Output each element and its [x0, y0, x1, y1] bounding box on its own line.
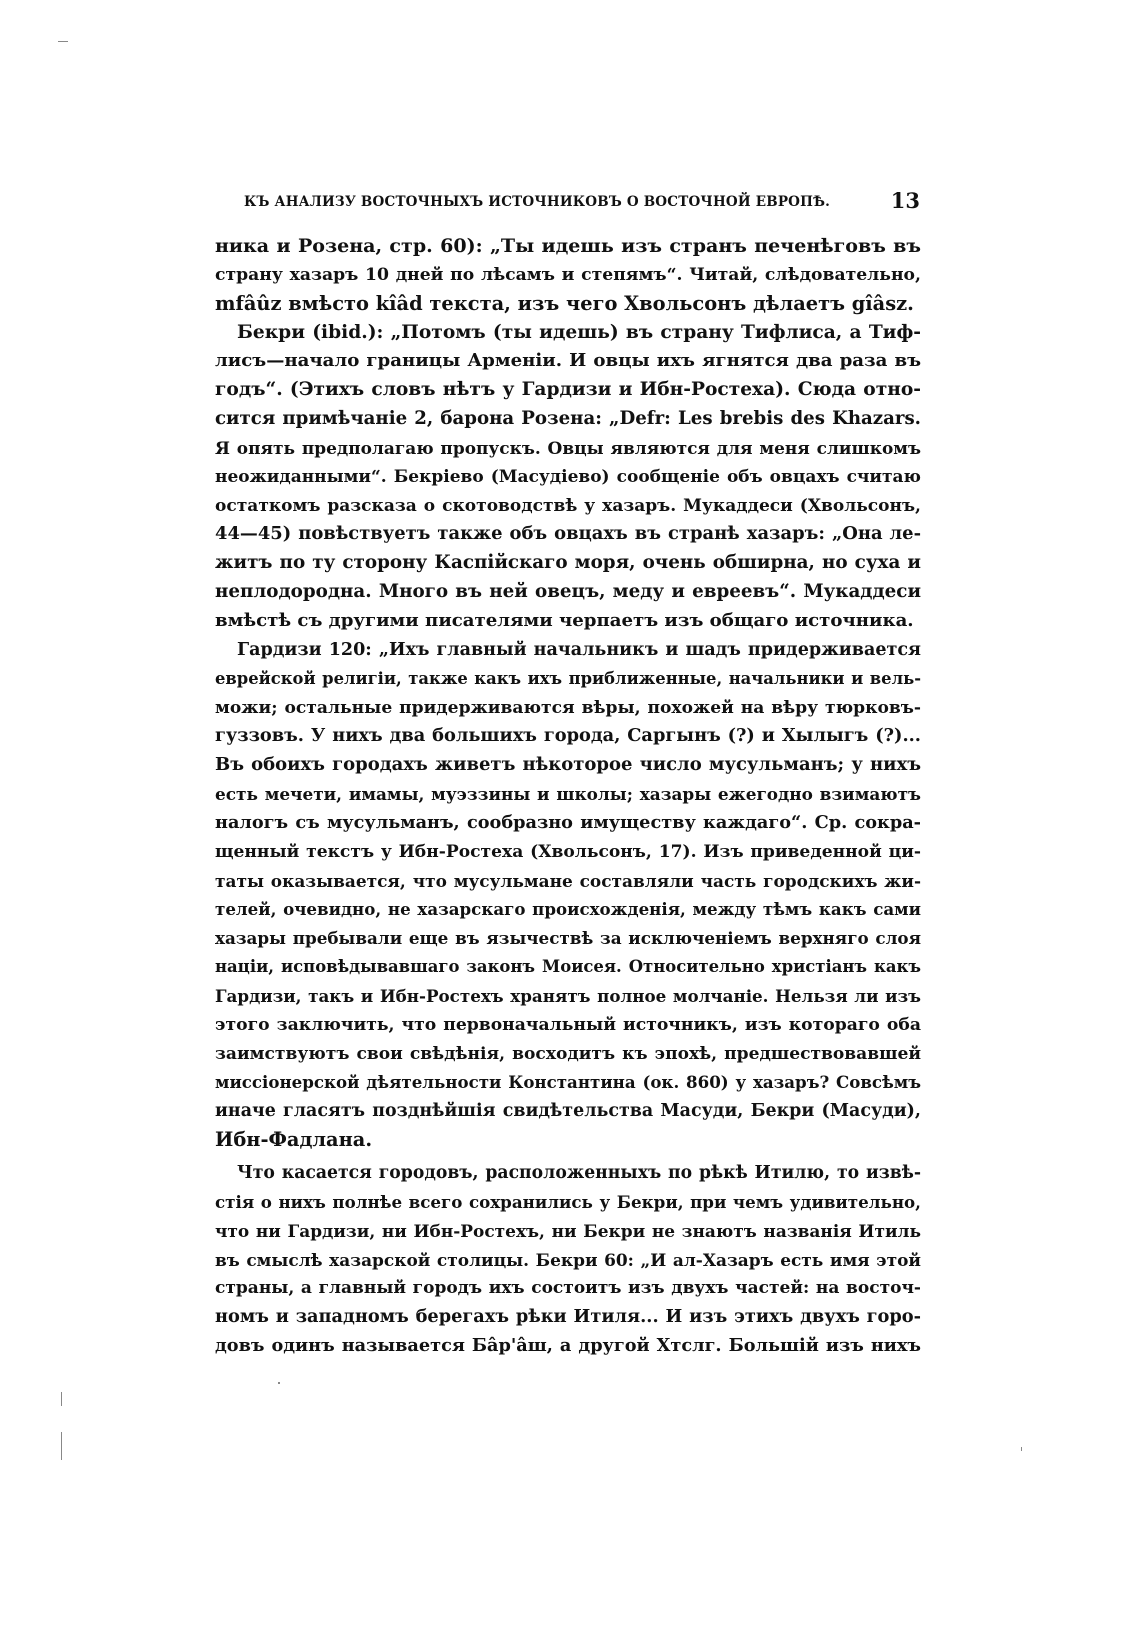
text-line: стія о нихъ полнѣе всего сохранились у Бекри, при чемъ удивительно,	[215, 1191, 921, 1212]
scan-mark-top-left	[58, 41, 68, 42]
body-text	[215, 232, 921, 1361]
running-head: КЪ АНАЛИЗУ ВОСТОЧНЫХЪ ИСТОЧНИКОВЪ О ВОСТОЧНОЙ ЕВРОПѢ.	[244, 194, 831, 210]
text-line: щенный текстъ у Ибн-Ростеха (Хвольсонъ, 17). Изъ приведенной ци-	[215, 841, 921, 862]
text-line: телей, очевидно, не хазарскаго происхожденія, между тѣмъ какъ сами	[215, 899, 921, 920]
text-line: Ибн-Фадлана.	[215, 1128, 373, 1152]
text-line: неплодородна. Много въ ней овецъ, меду и евреевъ“. Мукаддеси	[215, 581, 921, 603]
text-line: остаткомъ разсказа о скотоводствѣ у хазаръ. Мукаддеси (Хвольсонъ,	[215, 495, 921, 516]
paragraph	[215, 319, 921, 636]
text-line: страну хазаръ 10 дней по лѣсамъ и степямъ“. Читай, слѣдовательно,	[215, 264, 921, 285]
paragraph	[215, 636, 921, 1155]
page-header	[236, 188, 926, 224]
text-line: иначе гласятъ позднѣйшія свидѣтельства Масуди, Бекри (Масуди),	[215, 1101, 921, 1122]
text-line: 44—45) повѣствуетъ также объ овцахъ въ странѣ хазаръ: „Она ле-	[215, 523, 921, 545]
scan-mark-bottom-left	[61, 1392, 62, 1406]
text-line: Я опять предполагаю пропускъ. Овцы являются для меня слишкомъ	[215, 437, 921, 458]
text-line: довъ одинъ называется Бâр'âш, а другой Хтслг. Большій изъ нихъ	[215, 1335, 921, 1357]
text-line: лисъ—начало границы Арменіи. И овцы ихъ ягнятся два раза въ	[215, 350, 921, 372]
paragraph	[215, 1159, 921, 1361]
text-line: сится примѣчаніе 2, барона Розена: „Defr: Les brebis des Khazars.	[215, 408, 921, 430]
text-line: Гардизи 120: „Ихъ главный начальникъ и шадъ придерживается	[237, 639, 921, 660]
text-line: миссіонерской дѣятельности Константина (ок. 860) у хазаръ? Совсѣмъ	[215, 1072, 921, 1093]
text-line: Что касается городовъ, расположенныхъ по рѣкѣ Итилю, то извѣ-	[237, 1163, 921, 1183]
text-line: гуззовъ. У нихъ два большихъ города, Саргынъ (?) и Хылыгъ (?)...	[215, 725, 921, 747]
text-line: націи, исповѣдывавшаго законъ Моисея. Относительно христіанъ какъ	[215, 957, 921, 977]
text-line: неожиданными“. Бекріево (Масудіево) сообщеніе объ овцахъ считаю	[215, 466, 921, 487]
text-line: хазары пребывали еще въ язычествѣ за исключеніемъ верхняго слоя	[215, 928, 921, 949]
text-line: Гардизи, такъ и Ибн-Ростехъ хранятъ полное молчаніе. Нельзя ли изъ	[215, 985, 921, 1006]
text-line: можи; остальные придерживаются вѣры, похожей на вѣру тюрковъ-	[215, 697, 921, 718]
paragraph	[215, 232, 921, 319]
text-line: годъ“. (Этихъ словъ нѣтъ у Гардизи и Ибн-Ростеха). Сюда отно-	[215, 379, 921, 401]
text-line: заимствуютъ свои свѣдѣнія, восходитъ къ эпохѣ, предшествовавшей	[215, 1043, 921, 1064]
text-line: mfâûz вмѣсто kîâd текста, изъ чего Хвольсонъ дѣлаетъ gîâsz.	[215, 291, 914, 315]
text-line: таты оказывается, что мусульмане составляли часть городскихъ жи-	[215, 870, 921, 891]
text-line: есть мечети, имамы, муэззины и школы; хазары ежегодно взимаютъ	[215, 784, 921, 805]
text-line: что ни Гардизи, ни Ибн-Ростехъ, ни Бекри не знаютъ названія Итиль	[215, 1220, 921, 1241]
text-line: страны, а главный городъ ихъ состоитъ изъ двухъ частей: на восточ-	[215, 1278, 921, 1299]
text-line: Въ обоихъ городахъ живетъ нѣкоторое число мусульманъ; у нихъ	[215, 754, 921, 776]
scan-dot-bottom	[278, 1382, 280, 1384]
text-line: этого заключить, что первоначальный источникъ, изъ котораго оба	[215, 1014, 921, 1035]
text-line: ника и Розена, стр. 60): „Ты идешь изъ странъ печенѣговъ въ	[215, 235, 921, 257]
text-line: налогъ съ мусульманъ, сообразно имуществу каждаго“. Ср. сокра-	[215, 811, 921, 833]
text-line: вмѣстѣ съ другими писателями черпаетъ изъ общаго источника.	[215, 609, 914, 631]
page-number: 13	[890, 188, 920, 213]
scan-mark-bottom-left-2	[61, 1432, 62, 1460]
text-line: номъ и западномъ берегахъ рѣки Итиля... И изъ этихъ двухъ горо-	[215, 1306, 921, 1328]
scan-dot-right	[1021, 1447, 1022, 1451]
text-line: еврейской религіи, также какъ ихъ приближенные, начальники и вель-	[215, 668, 921, 688]
text-line: Бекри (ibid.): „Потомъ (ты идешь) въ страну Тифлиса, а Тиф-	[237, 321, 921, 343]
text-line: житъ по ту сторону Каспійскаго моря, очень обширна, но суха и	[215, 552, 921, 574]
text-line: въ смыслѣ хазарской столицы. Бекри 60: „И ал-Хазаръ есть имя этой	[215, 1249, 921, 1270]
